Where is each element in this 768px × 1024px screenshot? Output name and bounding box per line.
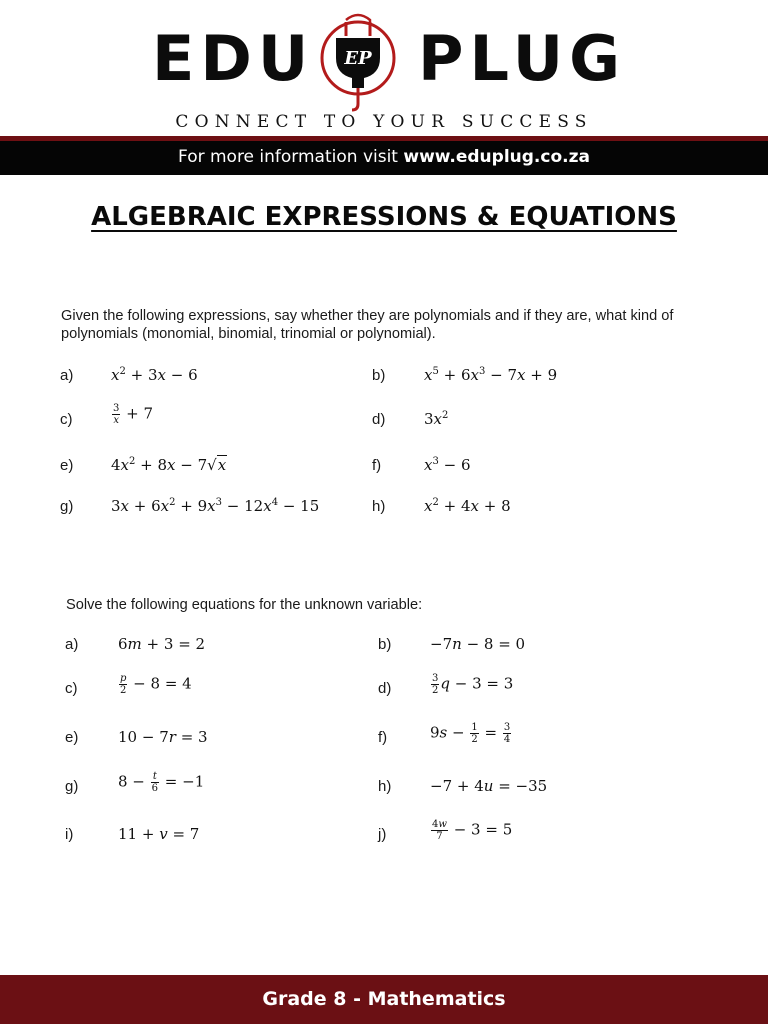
list-item [378,673,728,710]
list-item [378,722,728,759]
footer [0,975,768,1024]
list-item [65,729,365,759]
tagline: CONNECT TO YOUR SUCCESS [175,112,593,132]
section1-instruction: Given the following expressions, say whether they are polynomials and if they are, what kind of polynomials (monomial, binomial, trinomial or polynomial). [61,308,674,342]
footer-text: Grade 8 - Mathematics [262,988,506,1010]
item-label: h) [378,778,392,795]
math-expression: $3x + 6x^2 + 9x^3 - 12x^4 - 15$ [111,497,320,515]
item-label: g) [65,778,79,795]
section2-instruction: Solve the following equations for the unknown variable: [66,597,423,613]
item-label: h) [372,498,386,515]
item-label: b) [372,367,386,384]
math-equation: 10 − 7r = 3 [118,728,208,746]
item-label: f) [378,729,388,746]
item-label: c) [65,680,78,697]
plug-icon [306,8,410,112]
math-expression: $4x^2 + 8x - 7√x$ [111,456,227,474]
item-label: i) [65,826,74,843]
list-item [372,498,722,528]
list-item [378,778,728,808]
list-item [372,367,722,397]
item-label: a) [60,367,74,384]
math-expression: $x^2 + 4x + 8$ [424,497,511,515]
math-equation: 9s − $\frac{1}{2}$ = $\frac{3}{4}$ [430,722,511,745]
list-item [60,367,360,397]
math-expression: $x^5 + 6x^3 - 7x + 9$ [424,366,558,384]
list-item [65,636,365,666]
item-label: f) [372,457,382,474]
item-label: e) [60,457,74,474]
math-equation: $\frac{4w}{7}$ − 3 = 5 [432,819,513,842]
math-expression: $\frac{3}{x}$ + 7 [113,403,154,426]
math-equation: −7 + 4u = −35 [430,777,548,795]
item-label: e) [65,729,79,746]
logo-text-plug: PLUG [418,22,626,95]
item-label: g) [60,498,74,515]
list-item [372,411,722,441]
list-item [60,403,360,441]
item-label: j) [378,826,387,843]
info-bar [0,141,768,175]
math-equation: 8 − $\frac{t}{6}$ = −1 [118,771,205,794]
list-item [372,457,722,487]
list-item [65,826,365,856]
website-link[interactable]: www.eduplug.co.za [403,147,590,167]
list-item [60,457,360,487]
math-expression: $3x^2$ [424,410,449,428]
logo-badge: EP [344,48,372,69]
list-item [60,498,360,528]
math-expression: $x^2 + 3x - 6$ [111,366,198,384]
math-equation: −7n − 8 = 0 [430,635,526,653]
math-equation: $\frac{3}{2}$ q − 3 = 3 [432,673,514,696]
math-expression: $x^3 - 6$ [424,456,471,474]
math-equation: 11 + v = 7 [118,825,200,843]
list-item [65,771,365,808]
logo-text-edu: EDU [152,22,315,95]
item-label: b) [378,636,392,653]
logo [0,8,768,108]
math-equation: $\frac{p}{2}$ − 8 = 4 [120,673,192,696]
item-label: a) [65,636,79,653]
list-item [378,819,728,856]
item-label: d) [372,411,386,428]
list-item [65,673,365,710]
math-equation: 6m + 3 = 2 [118,635,206,653]
list-item [378,636,728,666]
item-label: d) [378,680,392,697]
page-title: ALGEBRAIC EXPRESSIONS & EQUATIONS [91,202,677,232]
info-text: For more information visit [178,147,404,167]
item-label: c) [60,411,73,428]
